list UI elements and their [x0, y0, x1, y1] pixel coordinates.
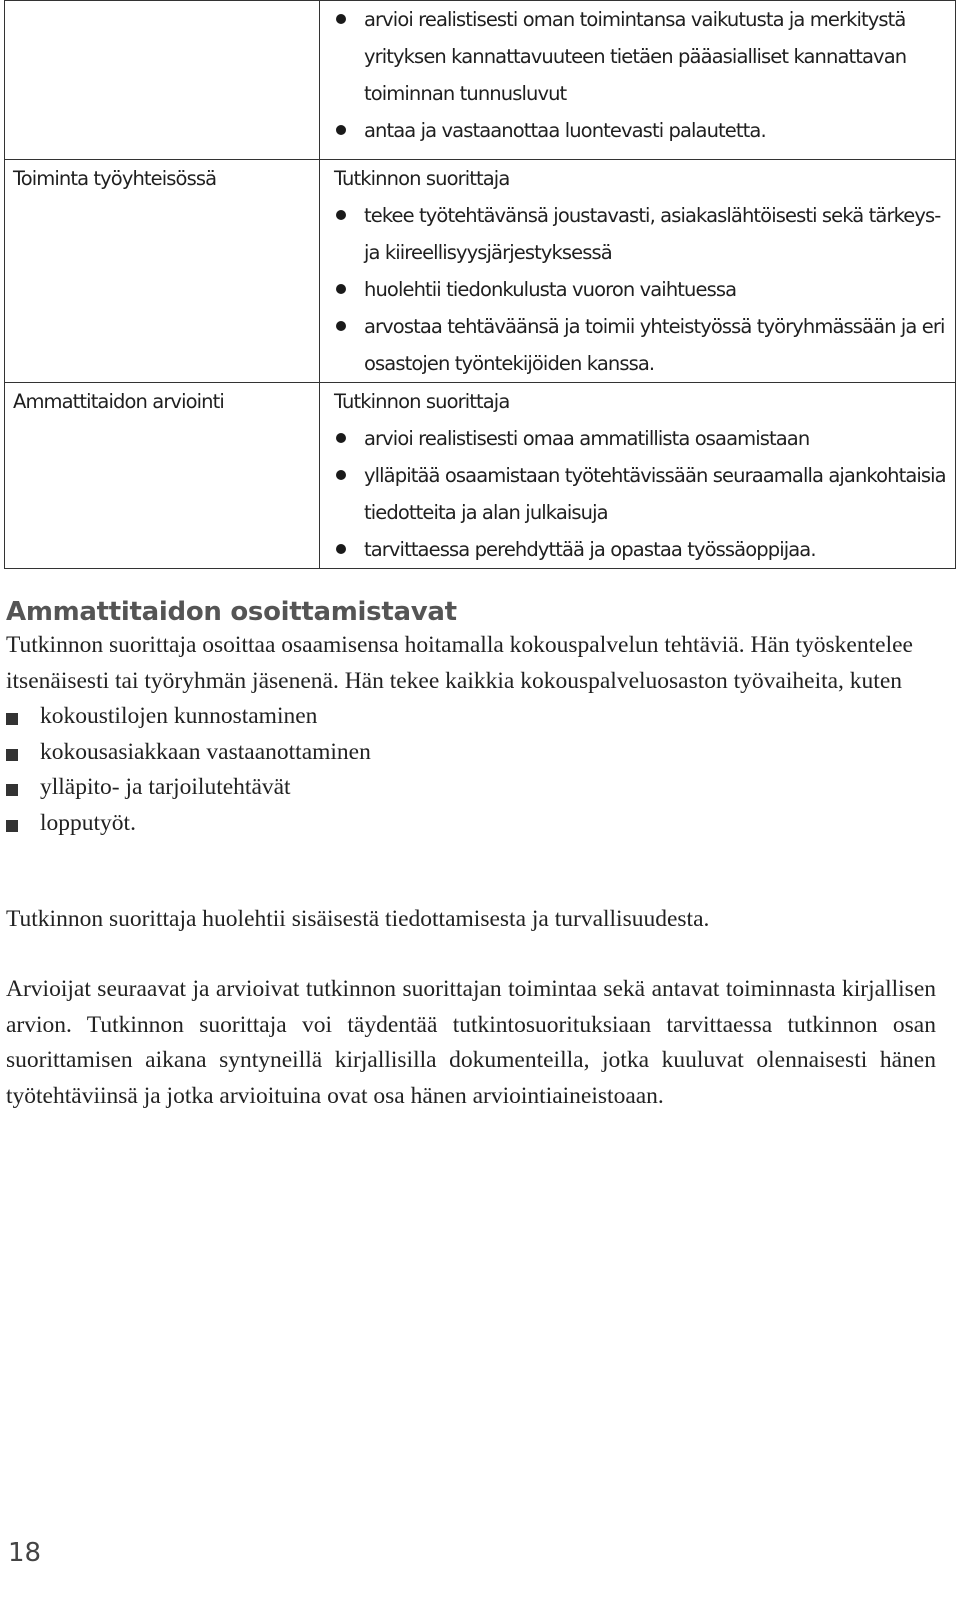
work-phase-list: [6, 699, 936, 841]
list-item: [334, 271, 955, 308]
row-label-cell: [5, 383, 320, 569]
cell-heading: Tutkinnon suorittaja: [334, 167, 510, 190]
row-label-cell: [5, 160, 320, 383]
row-label: Ammattitaidon arviointi: [13, 390, 224, 413]
table-row: [5, 160, 956, 383]
list-item-text: kokousasiakkaan vastaanottaminen: [40, 738, 371, 765]
bullet-text: tekee työtehtävänsä joustavasti, asiakaslähtöisesti sekä tärkeys- ja kiireellisyysjärjestyksessä: [364, 204, 941, 264]
list-item: [6, 770, 936, 806]
bullet-text: ylläpitää osaamistaan työtehtävissään seuraamalla ajankohtaisia tiedotteita ja alan julkaisuja: [364, 464, 946, 524]
row-label: Toiminta työyhteisössä: [13, 167, 217, 190]
square-bullet-icon: [6, 784, 18, 796]
bullet-list: [334, 197, 955, 382]
intro-paragraph: Tutkinnon suorittaja osoittaa osaamisensa hoitamalla kokouspalvelun tehtäviä. Hän työskentelee itsenäisesti tai työryhmän jäsenenä. Hän tekee kaikkia kokouspalveluosaston työvaiheita, kuten: [6, 632, 913, 694]
row-content-cell: [320, 383, 956, 569]
row-label-cell: [5, 1, 320, 160]
row-content-cell: [320, 1, 956, 160]
bullet-icon: [336, 14, 346, 24]
bullet-icon: [336, 433, 346, 443]
bullet-text: huolehtii tiedonkulusta vuoron vaihtuessa: [364, 278, 737, 301]
list-item: [334, 420, 955, 457]
list-item: [6, 735, 936, 771]
criteria-table-wrap: [4, 0, 956, 566]
list-item: [334, 112, 955, 149]
bullet-icon: [336, 284, 346, 294]
criteria-table: [4, 0, 956, 569]
square-bullet-icon: [6, 820, 18, 832]
table-row: [5, 383, 956, 569]
section-title: Ammattitaidon osoittamistavat: [6, 597, 457, 627]
list-item: [334, 308, 955, 382]
intro-block: [6, 628, 936, 841]
list-item: [334, 457, 955, 531]
list-item: [6, 699, 936, 735]
page-number: 18: [8, 1538, 42, 1568]
square-bullet-icon: [6, 713, 18, 725]
bullet-text: arvioi realistisesti oman toimintansa vaikutusta ja merkitystä yrityksen kannattavuuteen tietäen pääasialliset kannattavan toiminnan tunnusluvut: [364, 8, 907, 105]
list-item-text: lopputyöt.: [40, 809, 136, 836]
bullet-icon: [336, 470, 346, 480]
table-row: [5, 1, 956, 160]
bullet-text: arvioi realistisesti omaa ammatillista osaamistaan: [364, 427, 810, 450]
bullet-text: arvostaa tehtäväänsä ja toimii yhteistyössä työryhmässään ja eri osastojen työntekijöiden kanssa.: [364, 315, 945, 375]
bullet-text: tarvittaessa perehdyttää ja opastaa työssäoppijaa.: [364, 538, 816, 561]
square-bullet-icon: [6, 749, 18, 761]
paragraph-safety: Tutkinnon suorittaja huolehtii sisäisestä tiedottamisesta ja turvallisuudesta.: [6, 906, 710, 932]
list-item: [6, 806, 936, 842]
bullet-icon: [336, 321, 346, 331]
list-item-text: ylläpito- ja tarjoilutehtävät: [40, 774, 291, 800]
row-content-cell: [320, 160, 956, 383]
paragraph-assessment: Arvioijat seuraavat ja arvioivat tutkinnon suorittajan toimintaa sekä antavat toiminnasta kirjallisen arvion. Tutkinnon suorittaja voi täydentää tutkintosuorituksiaan tarvittaessa tutkinnon osan suorittamisen aikana syntyneillä kirjallisilla dokumenteilla, jotka kuuluvat olennaisesti hänen työtehtäviinsä ja jotka arvioituina ovat osa hänen arviointiaineistoaan.: [6, 976, 936, 1109]
list-item: [334, 197, 955, 271]
bullet-list: [334, 1, 955, 149]
bullet-icon: [336, 125, 346, 135]
list-item: [334, 531, 955, 568]
bullet-icon: [336, 544, 346, 554]
cell-heading: Tutkinnon suorittaja: [334, 390, 510, 413]
list-item-text: kokoustilojen kunnostaminen: [40, 703, 318, 729]
bullet-text: antaa ja vastaanottaa luontevasti palautetta.: [364, 119, 766, 142]
bullet-list: [334, 420, 955, 568]
bullet-icon: [336, 210, 346, 220]
list-item: [334, 1, 955, 112]
